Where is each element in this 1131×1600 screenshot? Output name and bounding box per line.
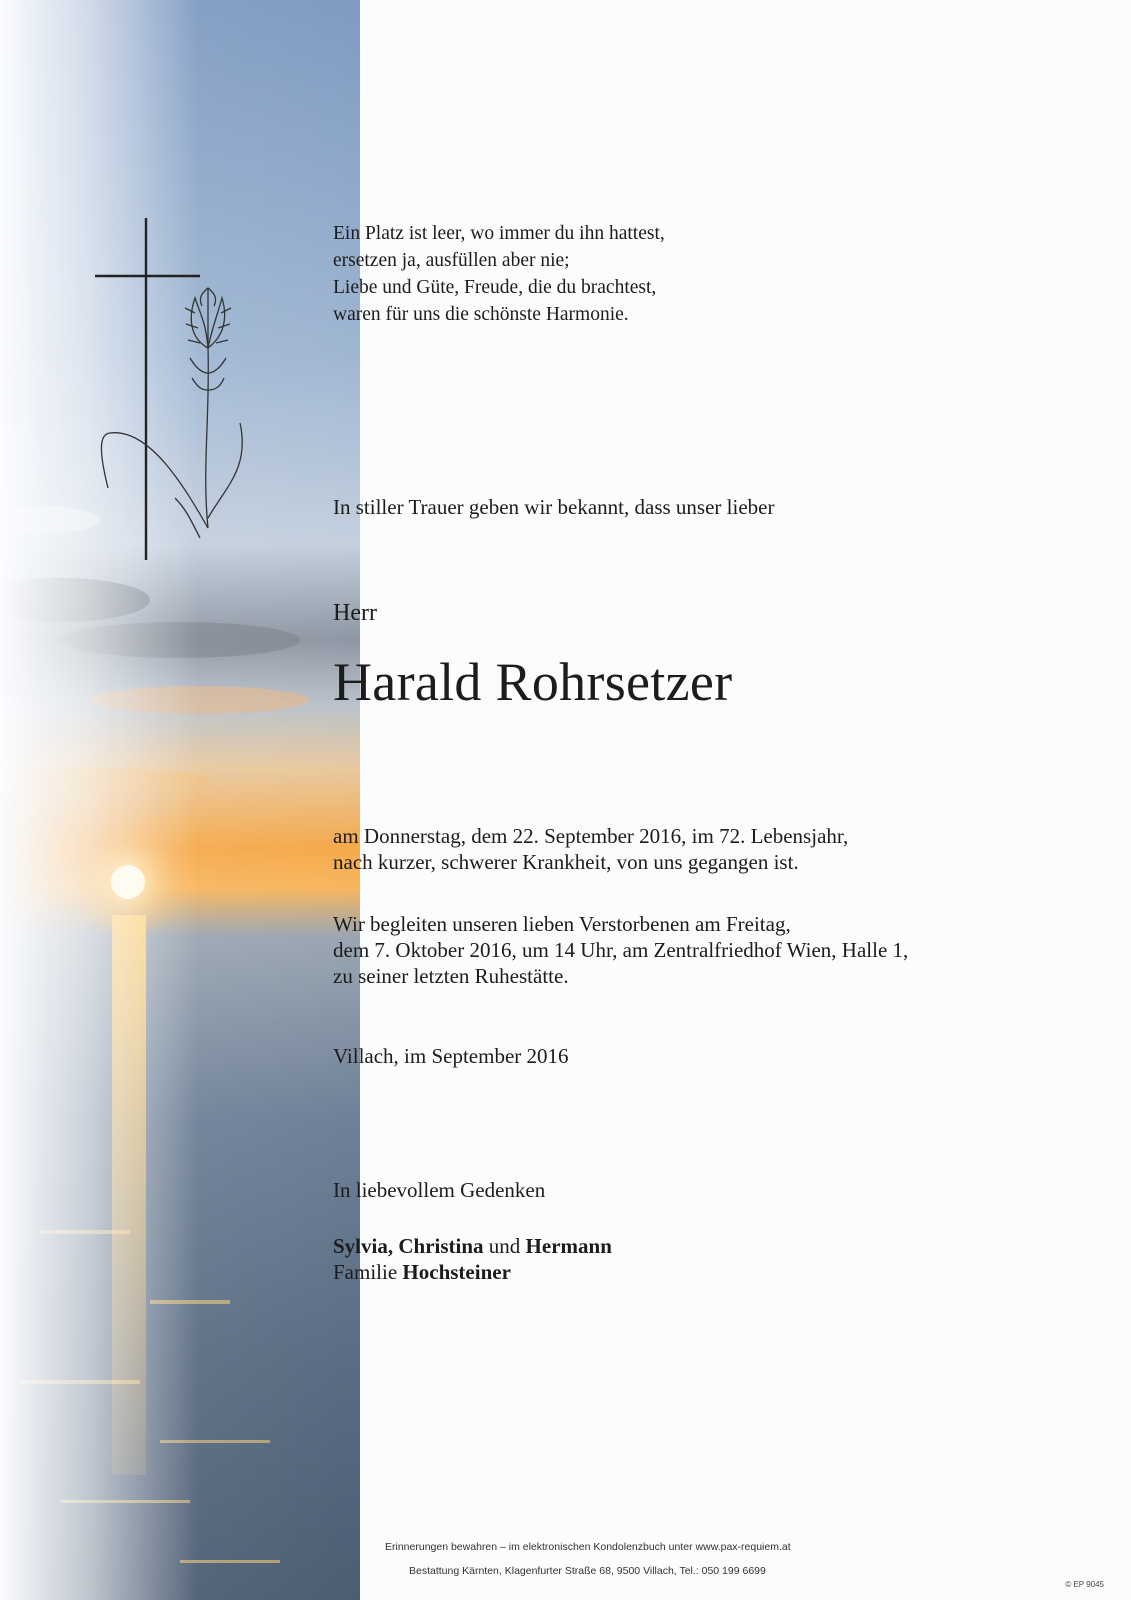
mourner-name: Sylvia <box>333 1234 388 1258</box>
footer-undertaker: Bestattung Kärnten, Klagenfurter Straße 68, 9500 Villach, Tel.: 050 199 6699 <box>409 1565 766 1577</box>
mourners-names <box>333 1233 612 1259</box>
death-notice <box>333 823 848 875</box>
mourner-name: Christina <box>398 1234 484 1258</box>
funeral-info <box>333 911 908 989</box>
family-name: Hochsteiner <box>402 1260 511 1284</box>
mourner-name: Hermann <box>525 1234 612 1258</box>
poem-line: Ein Platz ist leer, wo immer du ihn hattest, <box>333 223 665 244</box>
salutation: Herr <box>333 600 377 626</box>
poem-line: waren für uns die schönste Harmonie. <box>333 304 629 325</box>
cross-wheat-icon <box>90 218 265 578</box>
funeral-line: dem 7. Oktober 2016, um 14 Uhr, am Zentralfriedhof Wien, Halle 1, <box>333 938 909 962</box>
mourners <box>333 1233 612 1285</box>
footer-condolence: Erinnerungen bewahren – im elektronischen Kondolenzbuch unter www.pax-requiem.at <box>385 1541 791 1553</box>
mourners-family <box>333 1259 612 1285</box>
funeral-line: zu seiner letzten Ruhestätte. <box>333 964 569 988</box>
poem-line: Liebe und Güte, Freude, die du brachtest, <box>333 277 657 298</box>
place-date: Villach, im September 2016 <box>333 1044 569 1068</box>
death-line: nach kurzer, schwerer Krankheit, von uns gegangen ist. <box>333 850 799 874</box>
death-line: am Donnerstag, dem 22. September 2016, im 72. Lebensjahr, <box>333 824 849 848</box>
funeral-line: Wir begleiten unseren lieben Verstorbenen am Freitag, <box>333 912 791 936</box>
print-code: © EP 9045 <box>1065 1580 1104 1589</box>
poem-line: ersetzen ja, ausfüllen aber nie; <box>333 250 570 271</box>
announcement: In stiller Trauer geben wir bekannt, dass unser lieber <box>333 495 775 519</box>
conjunction: und <box>483 1234 526 1258</box>
separator: , <box>387 1234 399 1258</box>
poem <box>333 220 665 328</box>
family-prefix: Familie <box>333 1260 403 1284</box>
memory-line: In liebevollem Gedenken <box>333 1178 546 1202</box>
deceased-name: Harald Rohrsetzer <box>333 652 733 712</box>
